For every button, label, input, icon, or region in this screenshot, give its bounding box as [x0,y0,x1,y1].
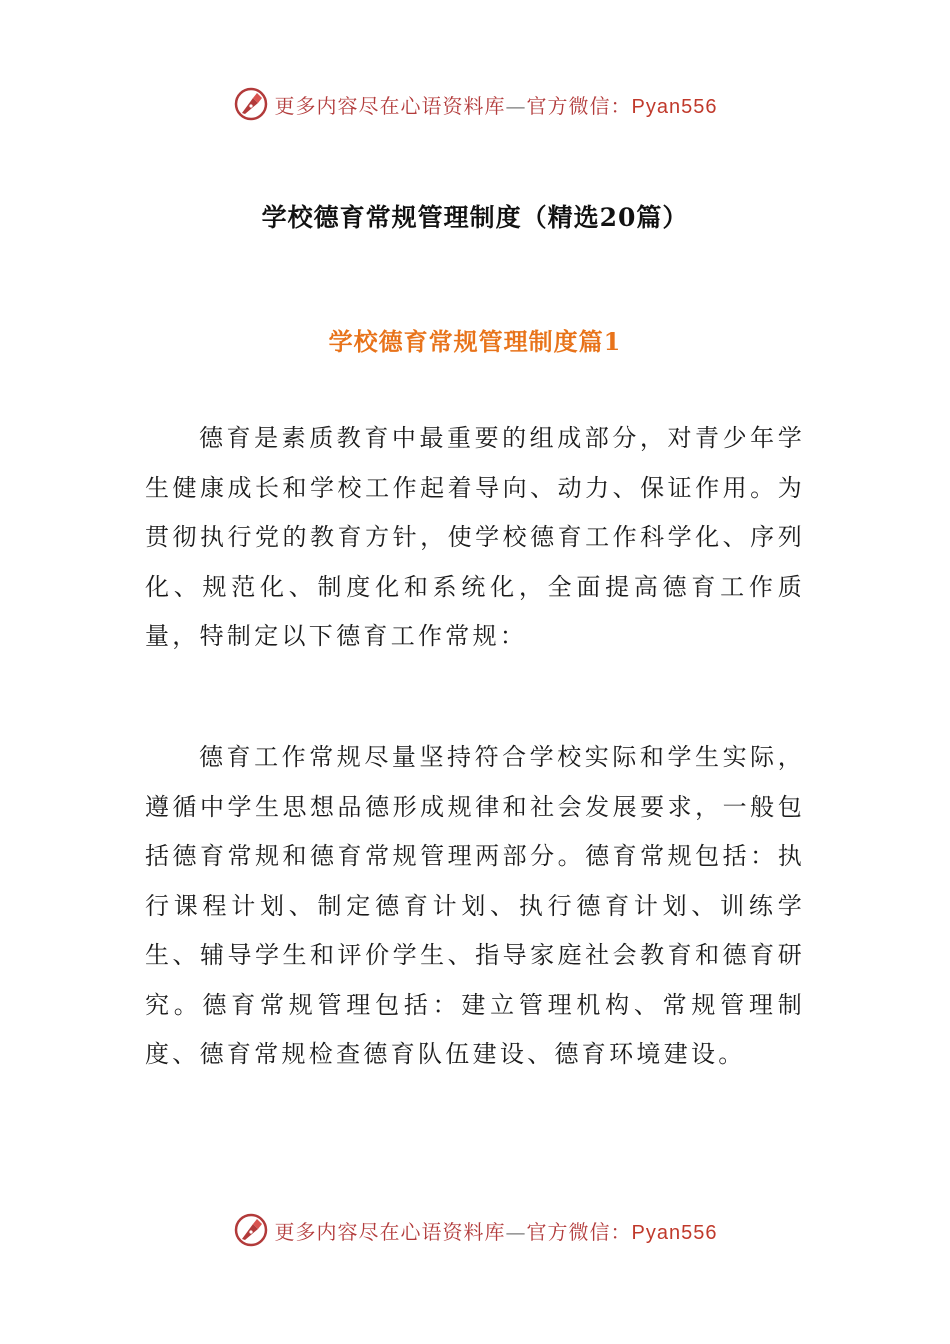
body-paragraph-2: 德育工作常规尽量坚持符合学校实际和学生实际，遵循中学生思想品德形成规律和社会发展要求，一般包括德育常规和德育常规管理两部分。德育常规包括：执行课程计划、制定德育计划、执行德育计划、训练学生、辅导学生和评价学生、指导家庭社会教育和德育研究。德育常规管理包括：建立管理机构、常规管理制度、德育常规检查德育队伍建设、德育环境建设。 [145,743,805,1068]
footer-banner [0,1210,950,1250]
header-banner-separator: — [505,93,527,118]
section-title: 学校德育常规管理制度篇1 [328,327,622,356]
header-wechat-id: Pyan556 [631,95,718,118]
document-title: 学校德育常规管理制度（精选20篇） [261,203,689,232]
header-banner [0,84,950,124]
footer-banner-main: 更多内容尽在心语资料库 [274,1219,506,1244]
pen-nib-logo-icon [233,1212,269,1248]
footer-wechat-label: 官方微信： [526,1219,632,1244]
body-paragraph-1: 德育是素质教育中最重要的组成部分，对青少年学生健康成长和学校工作起着导向、动力、保证作用。为贯彻执行党的教育方针，使学校德育工作科学化、序列化、规范化、制度化和系统化，全面提高德育工作质量，特制定以下德育工作常规： [145,424,805,650]
footer-banner-text [275,1216,718,1245]
pen-nib-logo-icon [233,86,269,122]
header-banner-main: 更多内容尽在心语资料库 [274,93,506,118]
footer-wechat-id: Pyan556 [631,1221,718,1244]
header-banner-text [275,90,718,119]
header-wechat-label: 官方微信： [526,93,632,118]
footer-banner-separator: — [505,1219,527,1244]
